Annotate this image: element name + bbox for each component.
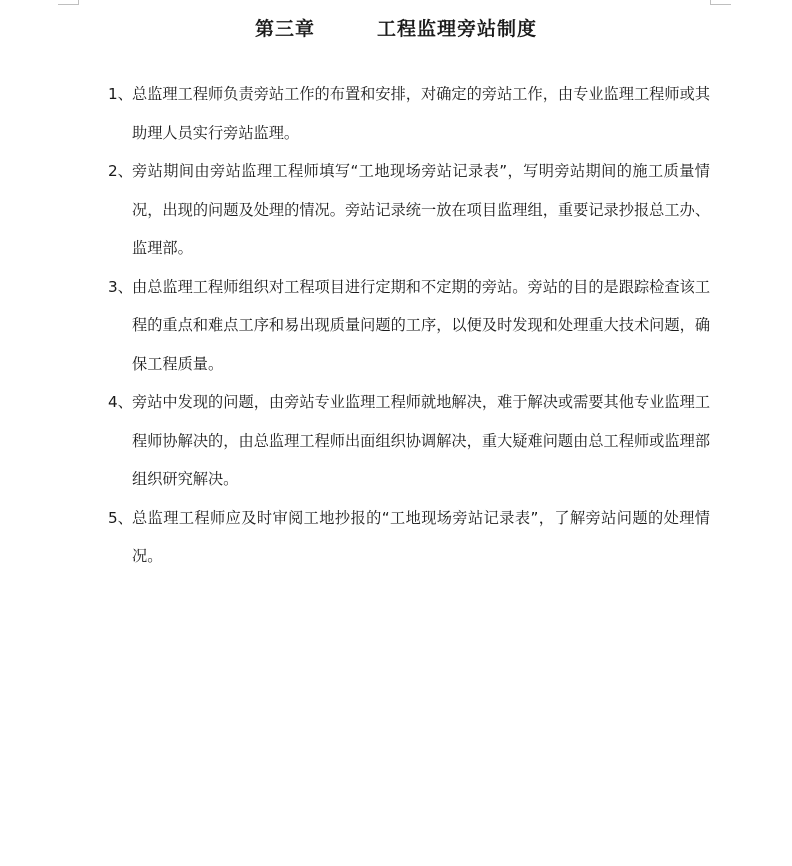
crop-mark-top-left [58, 0, 79, 5]
item-text: 旁站期间由旁站监理工程师填写“工地现场旁站记录表”，写明旁站期间的施工质量情况，出现的问题及处理的情况。旁站记录统一放在项目监理组，重要记录抄报总工办、监理部。 [132, 162, 710, 257]
item-number: 2、 [108, 162, 133, 180]
list-item [108, 499, 710, 576]
chapter-heading: 工程监理旁站制度 [377, 18, 538, 40]
item-number: 5、 [108, 508, 133, 527]
list-item [108, 268, 710, 384]
list-item [108, 152, 710, 268]
chapter-number: 第三章 [254, 18, 315, 40]
chapter-title [0, 14, 792, 41]
list-item [108, 383, 710, 499]
item-text: 总监理工程师负责旁站工作的布置和安排，对确定的旁站工作，由专业监理工程师或其助理人员实行旁站监理。 [132, 85, 710, 142]
item-text: 总监理工程师应及时审阅工地抄报的“工地现场旁站记录表”，了解旁站问题的处理情况。 [132, 508, 710, 565]
item-number: 4、 [108, 393, 133, 411]
item-number: 1、 [108, 85, 133, 103]
item-text: 由总监理工程师组织对工程项目进行定期和不定期的旁站。旁站的目的是跟踪检查该工程的重点和难点工序和易出现质量问题的工序，以便及时发现和处理重大技术问题，确保工程质量。 [132, 277, 710, 373]
regulation-list [108, 75, 710, 576]
item-text: 旁站中发现的问题，由旁站专业监理工程师就地解决，难于解决或需要其他专业监理工程师协解决的，由总监理工程师出面组织协调解决，重大疑难问题由总工程师或监理部组织研究解决。 [132, 393, 710, 488]
list-item [108, 75, 710, 152]
crop-mark-top-right [710, 0, 731, 5]
item-number: 3、 [108, 277, 133, 296]
